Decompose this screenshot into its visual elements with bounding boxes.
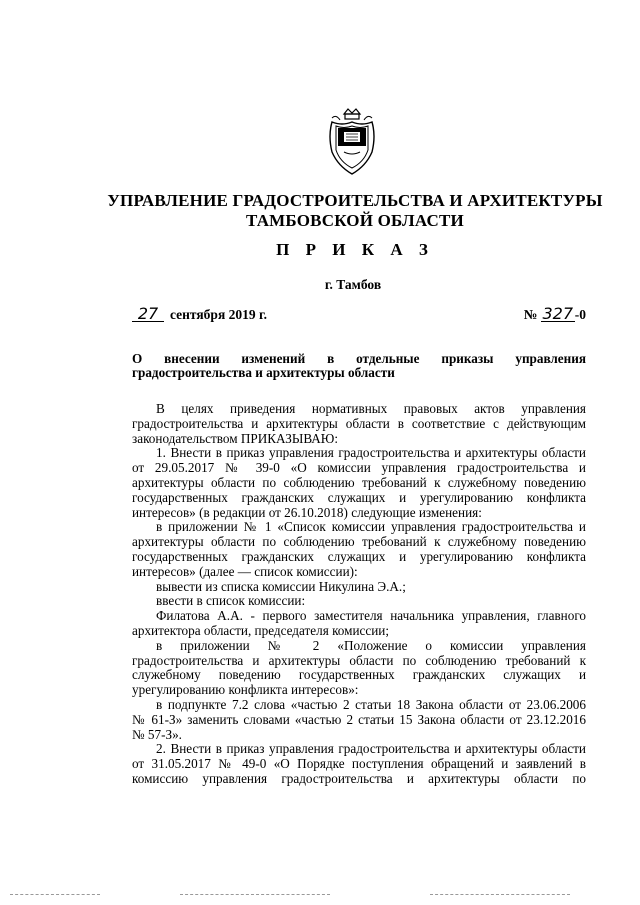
subject-word: в bbox=[327, 351, 335, 366]
body-line: ввести в список комиссии: bbox=[156, 593, 306, 609]
subject-word: О bbox=[132, 351, 143, 366]
scan-edge-left bbox=[10, 894, 100, 895]
subject-word: управления bbox=[515, 351, 586, 366]
subject-word: приказы bbox=[441, 351, 494, 366]
number-value: 327 bbox=[542, 304, 574, 323]
body-line: от 31.05.2017 № 49-0 «О Порядке поступления обращений и заявлений в bbox=[132, 756, 586, 772]
order-body-text bbox=[132, 402, 586, 787]
date-number-row bbox=[132, 306, 586, 328]
coat-of-arms-emblem bbox=[326, 108, 378, 176]
body-line: государственных гражданских служащих и урегулированию конфликта bbox=[132, 489, 586, 505]
subject-line-2: градостроительства и архитектуры области bbox=[132, 365, 395, 380]
city-label: г. Тамбов bbox=[324, 277, 382, 292]
body-line: в подпункте 7.2 слова «частью 2 статьи 18 Закона области от 23.06.2006 bbox=[156, 696, 586, 712]
subject-line-1 bbox=[132, 352, 586, 366]
number-suffix: -0 bbox=[574, 307, 586, 322]
body-line: служебному поведению государственных гражданских служащих и bbox=[132, 667, 586, 683]
body-line: государственных гражданских служащих и урегулированию конфликта bbox=[132, 548, 586, 564]
agency-name-line-2: ТАМБОВСКОЙ ОБЛАСТИ bbox=[246, 211, 464, 230]
body-line: законодательством ПРИКАЗЫВАЮ: bbox=[132, 430, 339, 446]
body-line: вывести из списка комиссии Никулина Э.А.; bbox=[156, 578, 406, 594]
body-line: от 29.05.2017 № 39-0 «О комиссии управления градостроительства и bbox=[132, 460, 586, 476]
body-line: 2. Внести в приказ управления градостроительства и архитектуры области bbox=[156, 741, 586, 757]
body-line: архитектора области, председателя комиссии; bbox=[132, 622, 390, 638]
body-line: архитектуры области по соблюдению требований к служебному поведению bbox=[132, 534, 586, 550]
body-line: градостроительства и архитектуры области в соответствие с действующим bbox=[132, 415, 586, 431]
body-line: интересов» (далее — список комиссии): bbox=[132, 563, 358, 579]
body-line: в приложении № 1 «Список комиссии управления градостроительства и bbox=[156, 519, 586, 535]
order-date bbox=[132, 306, 267, 323]
subject-word: отдельные bbox=[356, 351, 420, 366]
body-line: комиссию управления градостроительства и архитектуры области по bbox=[132, 770, 586, 786]
body-line: В целях приведения нормативных правовых актов управления bbox=[156, 401, 586, 416]
scan-edge-right bbox=[430, 894, 570, 895]
document-type-title: П Р И К А З bbox=[276, 240, 434, 259]
date-month-year: сентября 2019 г. bbox=[170, 307, 267, 322]
body-line: № 61-З» заменить словами «частью 2 статьи 15 Закона области от 23.12.2016 bbox=[132, 711, 586, 727]
subject-word: изменений bbox=[241, 351, 306, 366]
body-line: Филатова А.А. - первого заместителя начальника управления, главного bbox=[156, 608, 586, 624]
subject-word: внесении bbox=[164, 351, 220, 366]
body-line: градостроительства и архитектуры области по соблюдению требований к bbox=[132, 652, 586, 668]
body-line: 1. Внести в приказ управления градостроительства и архитектуры области bbox=[156, 445, 586, 461]
order-number bbox=[524, 306, 586, 323]
body-line: урегулированию конфликта интересов»: bbox=[132, 682, 359, 698]
date-day: 27 bbox=[132, 306, 164, 322]
number-prefix: № bbox=[523, 307, 538, 322]
body-line: № 57-З». bbox=[132, 726, 182, 742]
body-line: архитектуры области по соблюдению требований к служебному поведению bbox=[132, 474, 586, 490]
order-subject bbox=[132, 352, 586, 380]
body-line: в приложении № 2 «Положение о комиссии управления bbox=[156, 637, 586, 653]
body-line: интересов» (в редакции от 26.10.2018) следующие изменения: bbox=[132, 504, 482, 520]
scan-edge-mid bbox=[180, 894, 330, 895]
agency-name-line-1: УПРАВЛЕНИЕ ГРАДОСТРОИТЕЛЬСТВА И АРХИТЕКТУРЫ bbox=[107, 191, 603, 210]
